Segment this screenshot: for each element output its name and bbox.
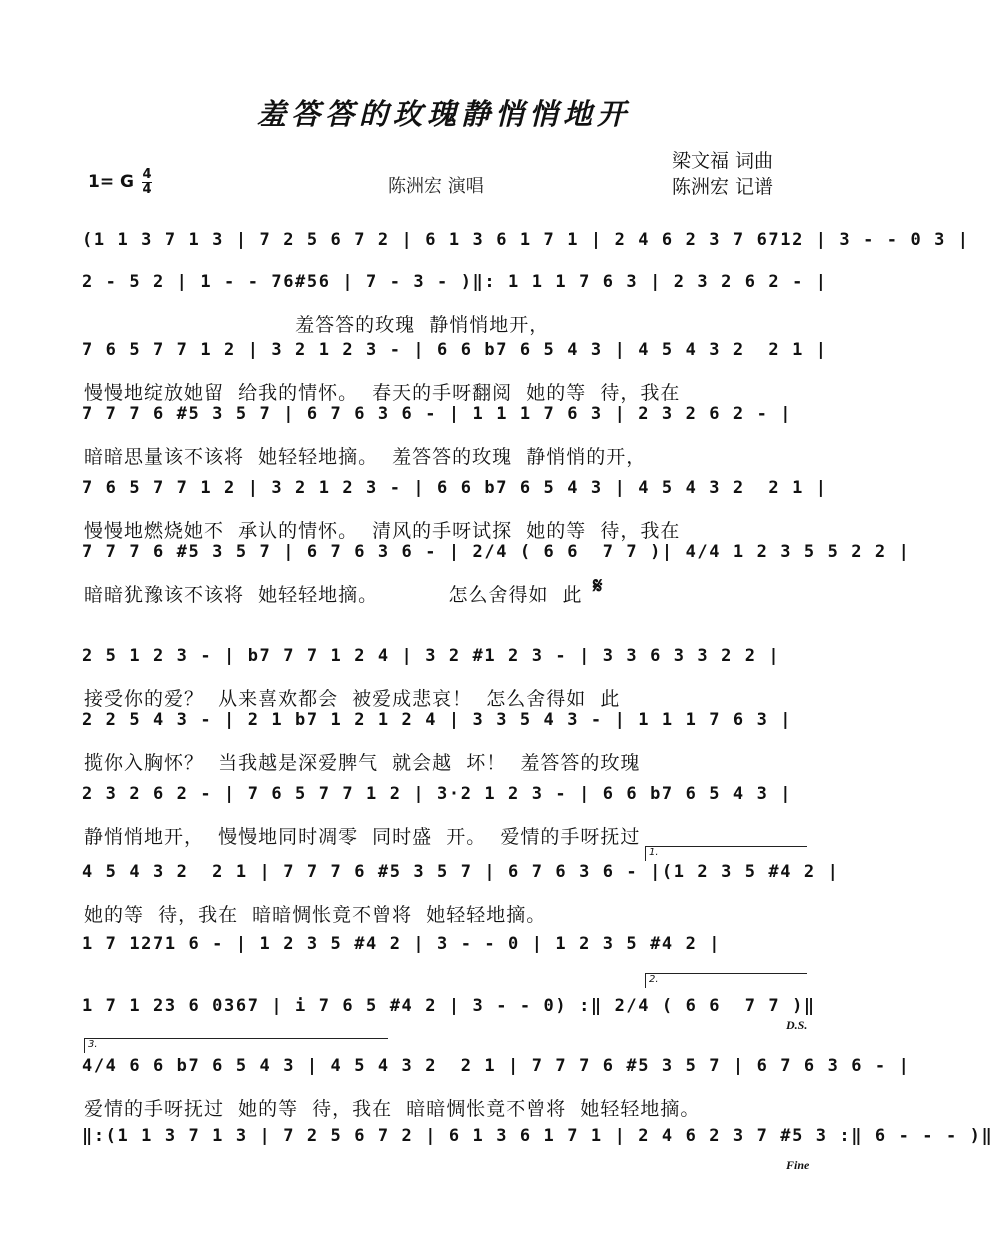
notation-row: 2 - 5 2 | 1 - - 76#56 | 7 - 3 - )‖: 1 1 1 7 6 3 | 2 3 2 6 2 - |	[82, 272, 828, 292]
notation-row: 7 7 7 6 #5 3 5 7 | 6 7 6 3 6 - | 2/4 ( 6 6 7 7 )| 4/4 1 2 3 5 5 2 2 |	[82, 542, 911, 562]
lyric-row: 慢慢地燃烧她不 承认的情怀。 清风的手呀试探 她的等 待，我在	[84, 520, 681, 542]
notation-row: 1 7 1 23 6 0367 | i 7 6 5 #4 2 | 3 - - 0) :‖ 2/4 ( 6 6 7 7 )‖	[82, 996, 816, 1016]
notation-row: 4 5 4 3 2 2 1 | 7 7 7 6 #5 3 5 7 | 6 7 6 3 6 - |(1 2 3 5 #4 2 |	[82, 862, 840, 882]
notation-row: 7 6 5 7 7 1 2 | 3 2 1 2 3 - | 6 6 b7 6 5 4 3 | 4 5 4 3 2 2 1 |	[82, 478, 828, 498]
segno-mark: 𝄋	[593, 574, 603, 599]
lyric-row: 爱情的手呀抚过 她的等 待，我在 暗暗惆怅竟不曾将 她轻轻地摘。	[84, 1098, 701, 1120]
notation-row: 4/4 6 6 b7 6 5 4 3 | 4 5 4 3 2 2 1 | 7 7 7 6 #5 3 5 7 | 6 7 6 3 6 - |	[82, 1056, 911, 1076]
page-title: 羞答答的玫瑰静悄悄地开	[256, 97, 631, 131]
key-signature: 1= G	[88, 172, 134, 192]
notation-row: 1 7 1271 6 - | 1 2 3 5 #4 2 | 3 - - 0 | 1 2 3 5 #4 2 |	[82, 934, 722, 954]
transcriber-credit: 陈洲宏 记谱	[672, 176, 774, 198]
singer-credit: 陈洲宏 演唱	[388, 176, 484, 197]
lyric-row: 慢慢地绽放她留 给我的情怀。 春天的手呀翻阅 她的等 待，我在	[84, 382, 681, 404]
notation-row: 2 3 2 6 2 - | 7 6 5 7 7 1 2 | 3·2 1 2 3 - | 6 6 b7 6 5 4 3 |	[82, 784, 793, 804]
notation-row: (1 1 3 7 1 3 | 7 2 5 6 7 2 | 6 1 3 6 1 7 1 | 2 4 6 2 3 7 6712 | 3 - - 0 3 |	[82, 230, 970, 250]
time-signature	[142, 168, 152, 197]
lyric-row: 羞答答的玫瑰 静悄悄地开，	[84, 314, 550, 336]
volta-ending-3: 3.	[84, 1038, 388, 1053]
notation-row: 7 6 5 7 7 1 2 | 3 2 1 2 3 - | 6 6 b7 6 5 4 3 | 4 5 4 3 2 2 1 |	[82, 340, 828, 360]
time-signature-bottom: 4	[142, 182, 152, 197]
lyric-row: 暗暗犹豫该不该将 她轻轻地摘。 怎么舍得如 此	[84, 584, 583, 606]
lyric-row: 静悄悄地开， 慢慢地同时凋零 同时盛 开。 爱情的手呀抚过	[84, 826, 641, 848]
fine-mark: Fine	[786, 1158, 810, 1172]
volta-ending-2: 2.	[645, 973, 807, 988]
ds-mark: D.S.	[786, 1018, 808, 1032]
lyric-row: 揽你入胸怀？ 当我越是深爱脾气 就会越 坏！ 羞答答的玫瑰	[84, 752, 641, 774]
lyric-row: 暗暗思量该不该将 她轻轻地摘。 羞答答的玫瑰 静悄悄的开，	[84, 446, 647, 468]
time-signature-top: 4	[142, 167, 152, 182]
notation-row: 7 7 7 6 #5 3 5 7 | 6 7 6 3 6 - | 1 1 1 7 6 3 | 2 3 2 6 2 - |	[82, 404, 793, 424]
volta-ending-1: 1.	[645, 846, 807, 861]
lyric-row: 接受你的爱？ 从来喜欢都会 被爱成悲哀！ 怎么舍得如 此	[84, 688, 621, 710]
lyrics-music-credit: 梁文福 词曲	[672, 150, 774, 172]
notation-row: 2 2 5 4 3 - | 2 1 b7 1 2 1 2 4 | 3 3 5 4 3 - | 1 1 1 7 6 3 |	[82, 710, 793, 730]
lyric-row: 她的等 待，我在 暗暗惆怅竟不曾将 她轻轻地摘。	[84, 904, 547, 926]
notation-row: 2 5 1 2 3 - | b7 7 7 1 2 4 | 3 2 #1 2 3 - | 3 3 6 3 3 2 2 |	[82, 646, 781, 666]
notation-row: ‖:(1 1 3 7 1 3 | 7 2 5 6 7 2 | 6 1 3 6 1 7 1 | 2 4 6 2 3 7 #5 3 :‖ 6 - - - )‖	[82, 1126, 993, 1146]
